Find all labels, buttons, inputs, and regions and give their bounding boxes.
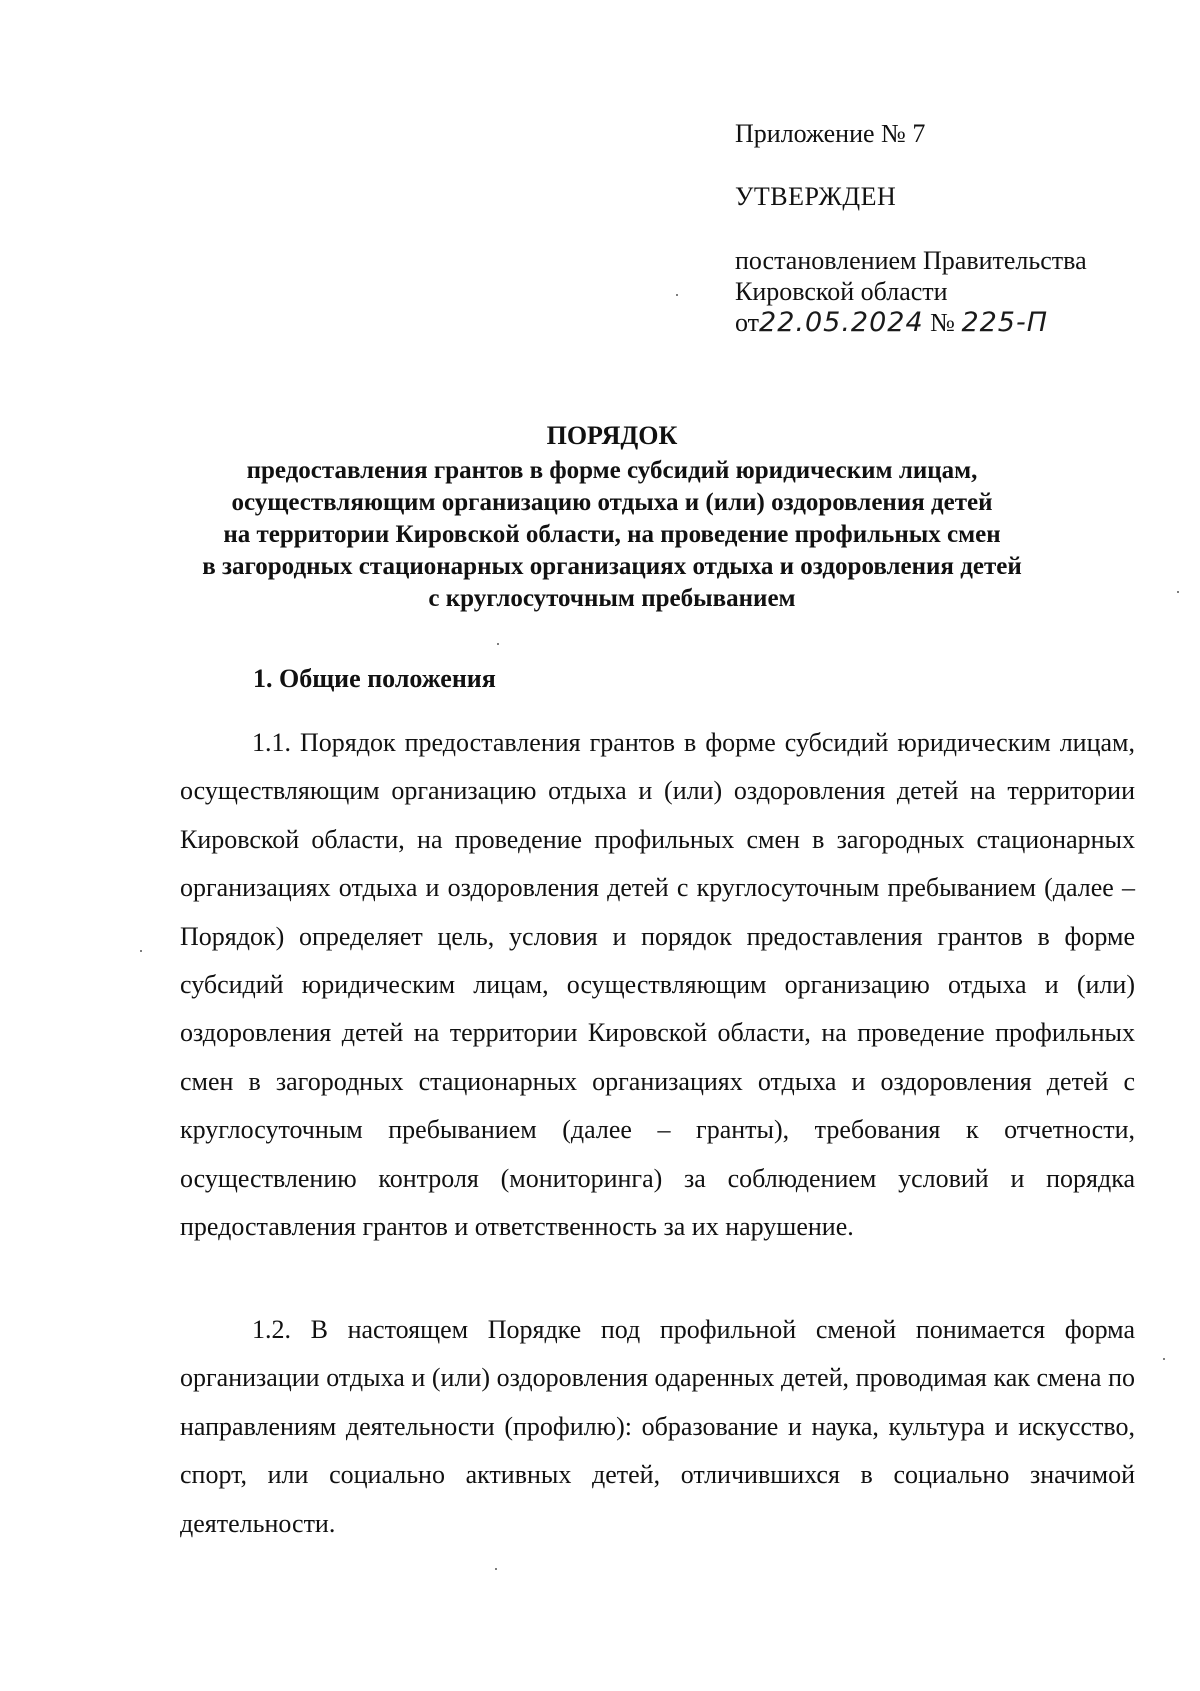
approval-authority-line2: Кировской области bbox=[735, 277, 948, 306]
scan-speck bbox=[495, 1568, 497, 1570]
document-title bbox=[150, 420, 1074, 615]
approved-stamp: УТВЕРЖДЕН bbox=[735, 182, 897, 211]
title-subtitle-line: с круглосуточным пребыванием bbox=[428, 585, 796, 612]
scan-speck bbox=[1177, 591, 1179, 593]
approval-date-line bbox=[735, 307, 1175, 338]
scan-speck bbox=[497, 643, 499, 645]
paragraph-1-2: 1.2. В настоящем Порядке под профильной сменой понимается форма организации отдыха и (или) оздоровления одаренных детей, проводимая как смена по направлениям деятельности (профилю): образование и наука, культура и искусство, спорт, или социально активных детей, отличившихся в социально значимой деятельности. bbox=[180, 1315, 1135, 1538]
handwritten-date: 22.05.2024 bbox=[759, 307, 924, 338]
number-prefix: № bbox=[930, 308, 955, 337]
approval-block bbox=[735, 118, 1175, 338]
title-subtitle-line: на территории Кировской области, на проведение профильных смен bbox=[223, 521, 1001, 548]
annex-number: Приложение № 7 bbox=[735, 119, 926, 148]
title-heading: ПОРЯДОК bbox=[546, 421, 678, 450]
handwritten-number: 225-П bbox=[961, 307, 1049, 338]
title-subtitle-line: в загородных стационарных организациях отдыха и оздоровления детей bbox=[202, 553, 1022, 580]
scan-speck bbox=[140, 950, 142, 952]
title-subtitle-line: осуществляющим организацию отдыха и (или) оздоровления детей bbox=[231, 489, 993, 516]
paragraph-1-1: 1.1. Порядок предоставления грантов в форме субсидий юридическим лицам, осуществляющим организацию отдыха и (или) оздоровления детей на территории Кировской области, на проведение профильных смен в загородных стационарных организациях отдыха и оздоровления детей с круглосуточным пребыванием (далее – Порядок) определяет цель, условия и порядок предоставления грантов в форме субсидий юридическим лицам, осуществляющим организацию отдыха и (или) оздоровления детей на территории Кировской области, на проведение профильных смен в загородных стационарных организациях отдыха и оздоровления детей с круглосуточным пребыванием (далее – гранты), требования к отчетности, осуществлению контроля (мониторинга) за соблюдением условий и порядка предоставления грантов и ответственность за их нарушение. bbox=[180, 728, 1135, 1242]
title-subtitle-line: предоставления грантов в форме субсидий юридическим лицам, bbox=[246, 457, 978, 484]
date-prefix: от bbox=[735, 308, 760, 337]
scan-speck bbox=[676, 294, 678, 296]
section-heading: 1. Общие положения bbox=[253, 664, 496, 693]
scan-speck bbox=[1163, 1358, 1165, 1360]
approval-authority-line1: постановлением Правительства bbox=[735, 246, 1087, 275]
